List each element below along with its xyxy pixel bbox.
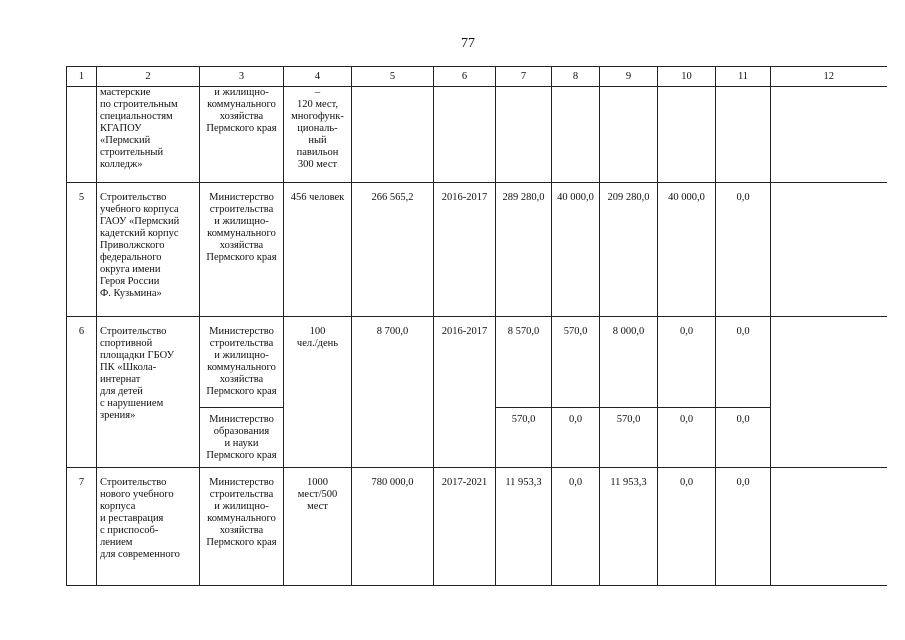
capacity-cell: 100 чел./день (284, 317, 352, 468)
value-col-8: 570,0 (552, 317, 600, 408)
value-col-7: 570,0 (496, 408, 552, 468)
customer-cell: Министерство образования и науки Пермского края (200, 408, 284, 468)
value-col-8: 0,0 (552, 468, 600, 586)
value-col-9: 570,0 (600, 408, 658, 468)
cell-empty (496, 87, 552, 183)
value-col-10: 0,0 (658, 317, 716, 408)
header-col-8: 8 (552, 67, 600, 87)
row-index: 7 (67, 468, 97, 586)
customer-cell: Министерство строительства и жилищно- коммунального хозяйства Пермского края (200, 468, 284, 586)
capacity-cell: – 120 мест, многофунк- циональ- ный павильон 300 мест (284, 87, 352, 183)
value-col-11: 0,0 (716, 408, 771, 468)
header-col-11: 11 (716, 67, 771, 87)
value-col-11: 0,0 (716, 183, 771, 317)
cell-index-empty (67, 87, 97, 183)
cell-empty (552, 87, 600, 183)
capacity-cell: 456 человек (284, 183, 352, 317)
table-row-6 (67, 317, 887, 408)
header-col-9: 9 (600, 67, 658, 87)
program-table (66, 66, 887, 586)
value-col-8: 40 000,0 (552, 183, 600, 317)
value-col-10: 0,0 (658, 468, 716, 586)
header-col-1: 1 (67, 67, 97, 87)
customer-cell: и жилищно- коммунального хозяйства Пермского края (200, 87, 284, 183)
period-cell: 2017-2021 (434, 468, 496, 586)
cell-empty (352, 87, 434, 183)
value-col-11: 0,0 (716, 317, 771, 408)
value-col-11: 0,0 (716, 468, 771, 586)
header-col-5: 5 (352, 67, 434, 87)
customer-cell: Министерство строительства и жилищно- коммунального хозяйства Пермского края (200, 183, 284, 317)
cost-cell: 8 700,0 (352, 317, 434, 468)
cell-empty (771, 87, 887, 183)
value-col-8: 0,0 (552, 408, 600, 468)
period-cell: 2016-2017 (434, 183, 496, 317)
value-col-7: 8 570,0 (496, 317, 552, 408)
object-name-cell: Строительство учебного корпуса ГАОУ «Пермский кадетский корпус Приволжского федерального округа имени Героя России Ф. Кузьмина» (97, 183, 200, 317)
cell-empty (716, 87, 771, 183)
value-col-7: 11 953,3 (496, 468, 552, 586)
value-col-10: 40 000,0 (658, 183, 716, 317)
cell-empty (658, 87, 716, 183)
table-row-5 (67, 183, 887, 317)
customer-cell: Министерство строительства и жилищно- коммунального хозяйства Пермского края (200, 317, 284, 408)
row-index: 6 (67, 317, 97, 468)
cell-empty (434, 87, 496, 183)
value-col-10: 0,0 (658, 408, 716, 468)
cell-empty (771, 468, 887, 586)
cell-empty (771, 183, 887, 317)
value-col-9: 11 953,3 (600, 468, 658, 586)
period-cell: 2016-2017 (434, 317, 496, 468)
header-col-3: 3 (200, 67, 284, 87)
page-number: 77 (461, 36, 475, 51)
cost-cell: 780 000,0 (352, 468, 434, 586)
row-index: 5 (67, 183, 97, 317)
value-col-7: 289 280,0 (496, 183, 552, 317)
cell-empty (771, 317, 887, 468)
header-col-10: 10 (658, 67, 716, 87)
table-row-continued (67, 87, 887, 183)
table-row-7 (67, 468, 887, 586)
column-number-header-row (67, 67, 887, 87)
header-col-2: 2 (97, 67, 200, 87)
capacity-cell: 1000 мест/500 мест (284, 468, 352, 586)
object-name-cell: Строительство нового учебного корпуса и реставрация с приспособ- лением для современного (97, 468, 200, 586)
cost-cell: 266 565,2 (352, 183, 434, 317)
value-col-9: 209 280,0 (600, 183, 658, 317)
cell-empty (600, 87, 658, 183)
object-name-cell: мастерские по строительным специальностям КГАПОУ «Пермский строительный колледж» (97, 87, 200, 183)
object-name-cell: Строительство спортивной площадки ГБОУ ПК «Школа- интернат для детей с нарушением зрения» (97, 317, 200, 468)
value-col-9: 8 000,0 (600, 317, 658, 408)
header-col-4: 4 (284, 67, 352, 87)
header-col-7: 7 (496, 67, 552, 87)
header-col-6: 6 (434, 67, 496, 87)
header-col-12: 12 (771, 67, 887, 87)
